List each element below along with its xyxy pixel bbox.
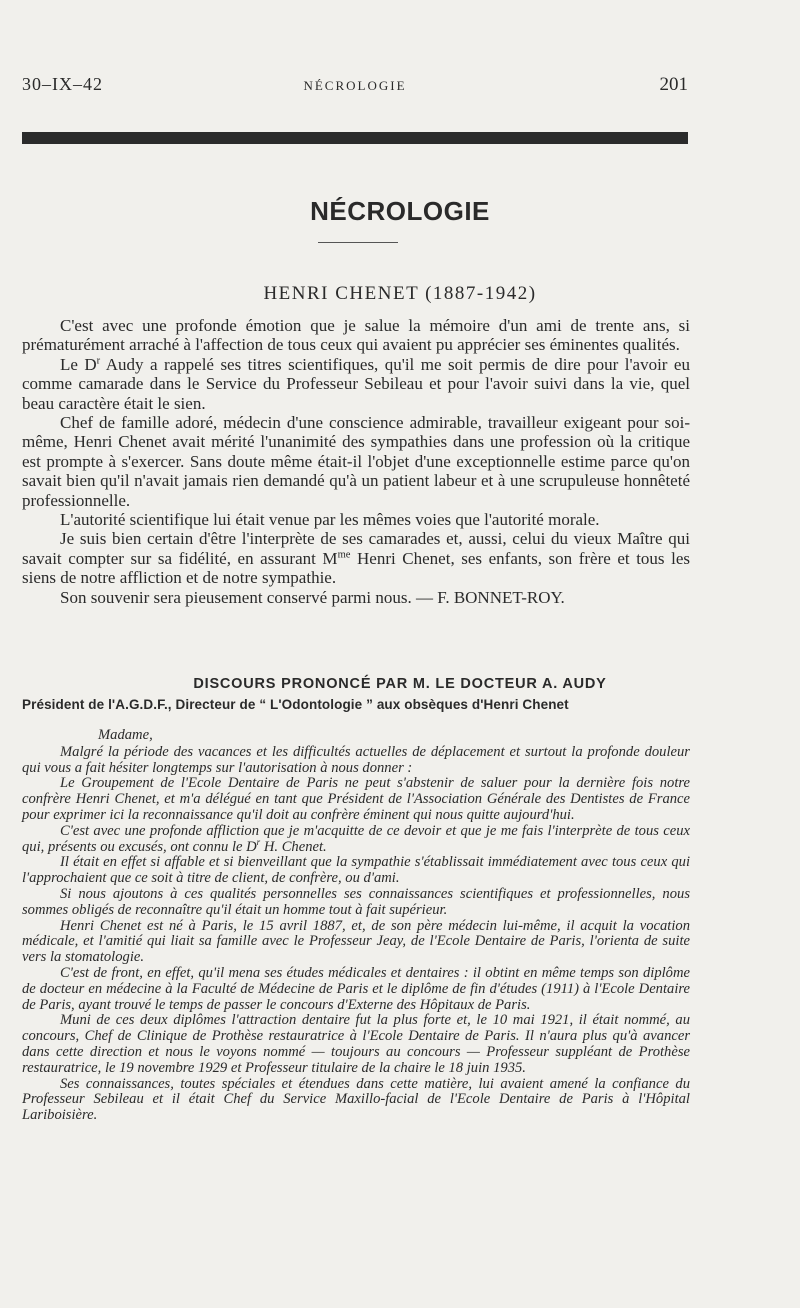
speech-paragraph: Henri Chenet est né à Paris, le 15 avril 1887, et, de son père médecin lui-même, il acquit la vocation médicale, et l'amitié qui liait sa famille avec le Professeur Jeay, de l'Ecole Dentaire de Paris, l'orienta de suite vers la stomatologie. — [22, 917, 690, 966]
speech-paragraph: Ses connaissances, toutes spéciales et étendues dans cette matière, lui avaient amené la confiance du Professeur Sebileau et il était Chef du Service Maxillo-facial de l'Ecole Dentaire de Paris à l'Hôpital Lariboisière. — [22, 1075, 690, 1124]
speech-paragraph: C'est avec une profonde affliction que je m'acquitte de ce devoir et que je me fais l'interprète de tous ceux qui, présents ou excusés, ont connu le $D^r$ H. Chenet. — [22, 822, 690, 855]
speech-paragraph: Malgré la période des vacances et les difficultés actuelles de déplacement et surtout la profonde douleur qui vous a fait hésiter longtemps sur l'autorisation à nous donner : — [22, 743, 690, 776]
speech-text — [22, 728, 690, 1124]
obituary-subtitle: HENRI CHENET (1887-1942) — [263, 283, 537, 304]
speech-heading: DISCOURS PRONONCÉ PAR M. LE DOCTEUR A. AUDY — [193, 676, 607, 692]
speech-paragraph: Si nous ajoutons à ces qualités personnelles ses connaissances scientifiques et professionnelles, nous sommes obligés de reconnaître qu'il était un homme tout à fait supérieur. — [22, 885, 690, 918]
section-name: NÉCROLOGIE — [303, 78, 407, 93]
speech-paragraph: C'est de front, en effet, qu'il mena ses études médicales et dentaires : il obtint en même temps son diplôme de docteur en médecine à la Faculté de Médecine de Paris et le diplôme de fin d'études (1911) à l'Ecole Dentaire de Paris, ayant trouvé le temps de passer le concours d'Externe des Hôpitaux de Paris. — [22, 964, 690, 1013]
tribute-paragraph: Je suis bien certain d'être l'interprète de ses camarades et, aussi, celui du vieux Maître qui savait compter sur sa fidélité, en assurant $M^{me}$ Henri Chenet, ses enfants, son frère et tous les siens de notre affliction et de notre sympathie. — [22, 529, 690, 588]
tribute-paragraph: C'est avec une profonde émotion que je salue la mémoire d'un ami de trente ans, si prématurément arraché à l'affection de tous ceux qui avaient pu apprécier ses éminentes qualités. — [22, 316, 690, 355]
speech-paragraph: Le Groupement de l'Ecole Dentaire de Paris ne peut s'abstenir de saluer pour la dernière fois notre confrère Henri Chenet, et m'a délégué en tant que Président de l'Association Générale des Dentistes de France pour exprimer ici la reconnaissance qu'il doit au confrère éminent qui nous quitte aujourd'hui. — [22, 775, 690, 823]
running-header — [22, 74, 688, 102]
speech-subheading: Président de l'A.G.D.F., Directeur de “ L'Odontologie ” aux obsèques d'Henri Chenet — [22, 697, 569, 712]
tribute-signature-paragraph: Son souvenir sera pieusement conservé parmi nous. — F. BONNET-ROY. — [60, 587, 565, 607]
issue-date: 30–IX–42 — [22, 74, 103, 94]
speech-salutation: Madame, — [98, 727, 153, 743]
tribute-paragraph: Le $D^r$ Audy a rappelé ses titres scientifiques, qu'il me soit permis de dire pour l'avoir eu comme camarade dans le Service du Professeur Sebileau et pour l'avoir suivi dans la vie, quel beau caractère était le sien. — [22, 354, 690, 413]
tribute-text — [22, 316, 690, 607]
header-rule — [22, 132, 688, 144]
page-title: NÉCROLOGIE — [310, 196, 490, 226]
speech-paragraph: Muni de ces deux diplômes l'attraction dentaire fut la plus forte et, le 10 mai 1921, il était nommé, au concours, Chef de Clinique de Prothèse restauratrice à l'Ecole Dentaire de Paris. Il n'aura plus qu'à avancer dans cette direction et nous le voyons nommé — toujours au concours — Professeur suppléant de Prothèse restauratrice, le 19 novembre 1929 et Professeur titulaire de la chaire le 18 juin 1935. — [22, 1012, 690, 1076]
speech-paragraph: Il était en effet si affable et si bienveillant que la sympathie s'établissait immédiatement avec tous ceux qui l'approchaient que ce soit à titre de client, de confrère, ou d'ami. — [22, 854, 690, 887]
page-number: 201 — [659, 74, 688, 95]
title-divider — [318, 242, 398, 243]
tribute-paragraph: L'autorité scientifique lui était venue par les mêmes voies que l'autorité morale. — [60, 510, 600, 530]
tribute-paragraph: Chef de famille adoré, médecin d'une conscience admirable, travailleur exigeant pour soi-même, Henri Chenet avait mérité l'unanimité des sympathies dans une profession où la critique est prompte à s'exercer. Sans doute même était-il l'objet d'une exceptionnelle estime parce qu'on savait bien qu'il n'avait jamais rien demandé qu'à un patient labeur et à une scrupuleuse honnêteté professionnelle. — [22, 413, 690, 510]
